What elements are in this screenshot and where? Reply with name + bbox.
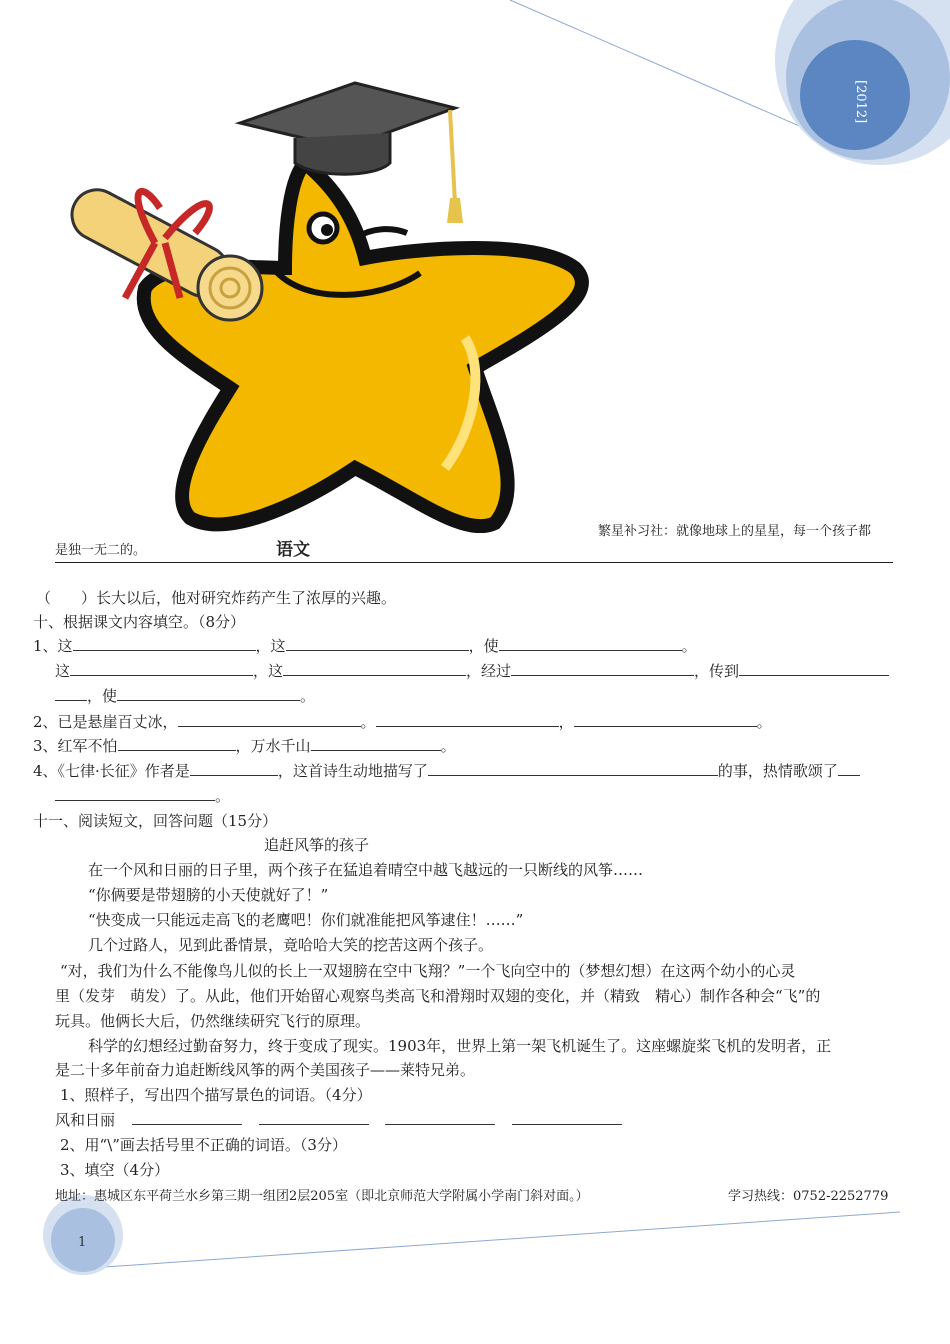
- story-paragraph-5-line-2: 里（发芽 萌发）了。从此，他们开始留心观察鸟类高飞和滑翔时双翅的变化，并（精致 精心）制作各种会“飞”的: [55, 987, 821, 1005]
- answer-blank[interactable]: [376, 712, 559, 727]
- section-11-title: 十一、阅读短文，回答问题（15分）: [33, 812, 278, 830]
- slogan-line-1: 繁星补习社：就像地球上的星星，每一个孩子都: [598, 524, 872, 539]
- year-badge: [838, 80, 868, 124]
- q10-1-line-c: ，使 。: [55, 686, 315, 706]
- story-title: 追赶风筝的孩子: [264, 836, 370, 854]
- answer-blank[interactable]: [286, 636, 469, 651]
- answer-blank[interactable]: [55, 686, 87, 701]
- q10-1-line-a: 1、这 ，这 ，使 。: [33, 637, 697, 655]
- answer-blank[interactable]: [190, 761, 278, 776]
- answer-blank[interactable]: [117, 686, 300, 701]
- q10-4-line-b: 。: [55, 786, 230, 806]
- page-number: 1: [78, 1235, 87, 1250]
- answer-blank[interactable]: [385, 1110, 495, 1125]
- reading-question-1: 1、照样子，写出四个描写景色的词语。（4分）: [60, 1086, 372, 1104]
- reading-question-2: 2、用“\”画去括号里不正确的词语。（3分）: [60, 1136, 347, 1154]
- answer-blank[interactable]: [838, 761, 860, 776]
- answer-blank[interactable]: [259, 1110, 369, 1125]
- answer-blank[interactable]: [283, 661, 466, 676]
- q10-2-line: 2、已是悬崖百丈冰， 。 ， 。: [33, 713, 772, 731]
- story-paragraph-3: “快变成一只能远走高飞的老鹰吧！你们就准能把风筝逮住！……”: [88, 911, 524, 929]
- footer-hotline: 学习热线：0752-2252779: [728, 1189, 889, 1204]
- answer-blank[interactable]: [55, 786, 215, 801]
- star-mascot-illustration: [55, 68, 600, 533]
- section-10-title: 十、根据课文内容填空。（8分）: [33, 613, 246, 631]
- answer-blank[interactable]: [118, 736, 236, 751]
- year-label: [2012]: [853, 80, 868, 124]
- answer-blank[interactable]: [73, 636, 256, 651]
- footer-address: 地址：惠城区东平荷兰水乡第三期一组团2层205室（即北京师范大学附属小学南门斜对面。）: [55, 1189, 589, 1204]
- answer-blank[interactable]: [499, 636, 682, 651]
- answer-blank[interactable]: [178, 712, 361, 727]
- bottom-diagonal-line: [90, 1212, 900, 1268]
- story-paragraph-1: 在一个风和日丽的日子里，两个孩子在猛追着晴空中越飞越远的一只断线的风筝……: [88, 861, 644, 879]
- answer-blank[interactable]: [311, 736, 441, 751]
- slogan-line-2: 是独一无二的。: [55, 543, 147, 558]
- header-divider: [55, 562, 893, 563]
- reading-question-1-example: 风和日丽: [55, 1110, 622, 1130]
- story-paragraph-6-line-2: 是二十多年前奋力追赶断线风筝的两个美国孩子——莱特兄弟。: [55, 1061, 476, 1079]
- subject-title: 语文: [276, 540, 310, 560]
- answer-blank[interactable]: [428, 761, 718, 776]
- q10-3-line: 3、红军不怕 ，万水千山 。: [33, 737, 456, 755]
- answer-blank[interactable]: [70, 661, 253, 676]
- story-paragraph-4: 几个过路人，见到此番情景，竟哈哈大笑的挖苦这两个孩子。: [88, 936, 494, 954]
- answer-blank[interactable]: [574, 712, 757, 727]
- graduation-cap: [240, 83, 463, 223]
- story-paragraph-6-line-1: 科学的幻想经过勤奋努力，终于变成了现实。1903年，世界上第一架飞机诞生了。这座螺旋桨飞机的发明者，正: [88, 1037, 832, 1055]
- question-line: （ ）长大以后，他对研究炸药产生了浓厚的兴趣。: [36, 589, 397, 607]
- answer-blank[interactable]: [512, 1110, 622, 1125]
- answer-blank[interactable]: [739, 661, 889, 676]
- answer-blank[interactable]: [132, 1110, 242, 1125]
- q10-1-line-b: 这 ，这 ，经过 ，传到: [55, 661, 889, 681]
- reading-question-3: 3、填空（4分）: [60, 1161, 170, 1179]
- story-paragraph-5-line-3: 玩具。他俩长大后，仍然继续研究飞行的原理。: [55, 1012, 371, 1030]
- q10-4-line-a: 4、《七律·长征》作者是 ，这首诗生动地描写了 的事，热情歌颂了: [33, 761, 860, 781]
- story-paragraph-2: “你俩要是带翅膀的小天使就好了！”: [88, 886, 329, 904]
- answer-blank[interactable]: [511, 661, 694, 676]
- story-paragraph-5-line-1: “对，我们为什么不能像鸟儿似的长上一双翅膀在空中飞翔？”一个飞向空中的（梦想幻想）在这两个幼小的心灵: [60, 962, 796, 980]
